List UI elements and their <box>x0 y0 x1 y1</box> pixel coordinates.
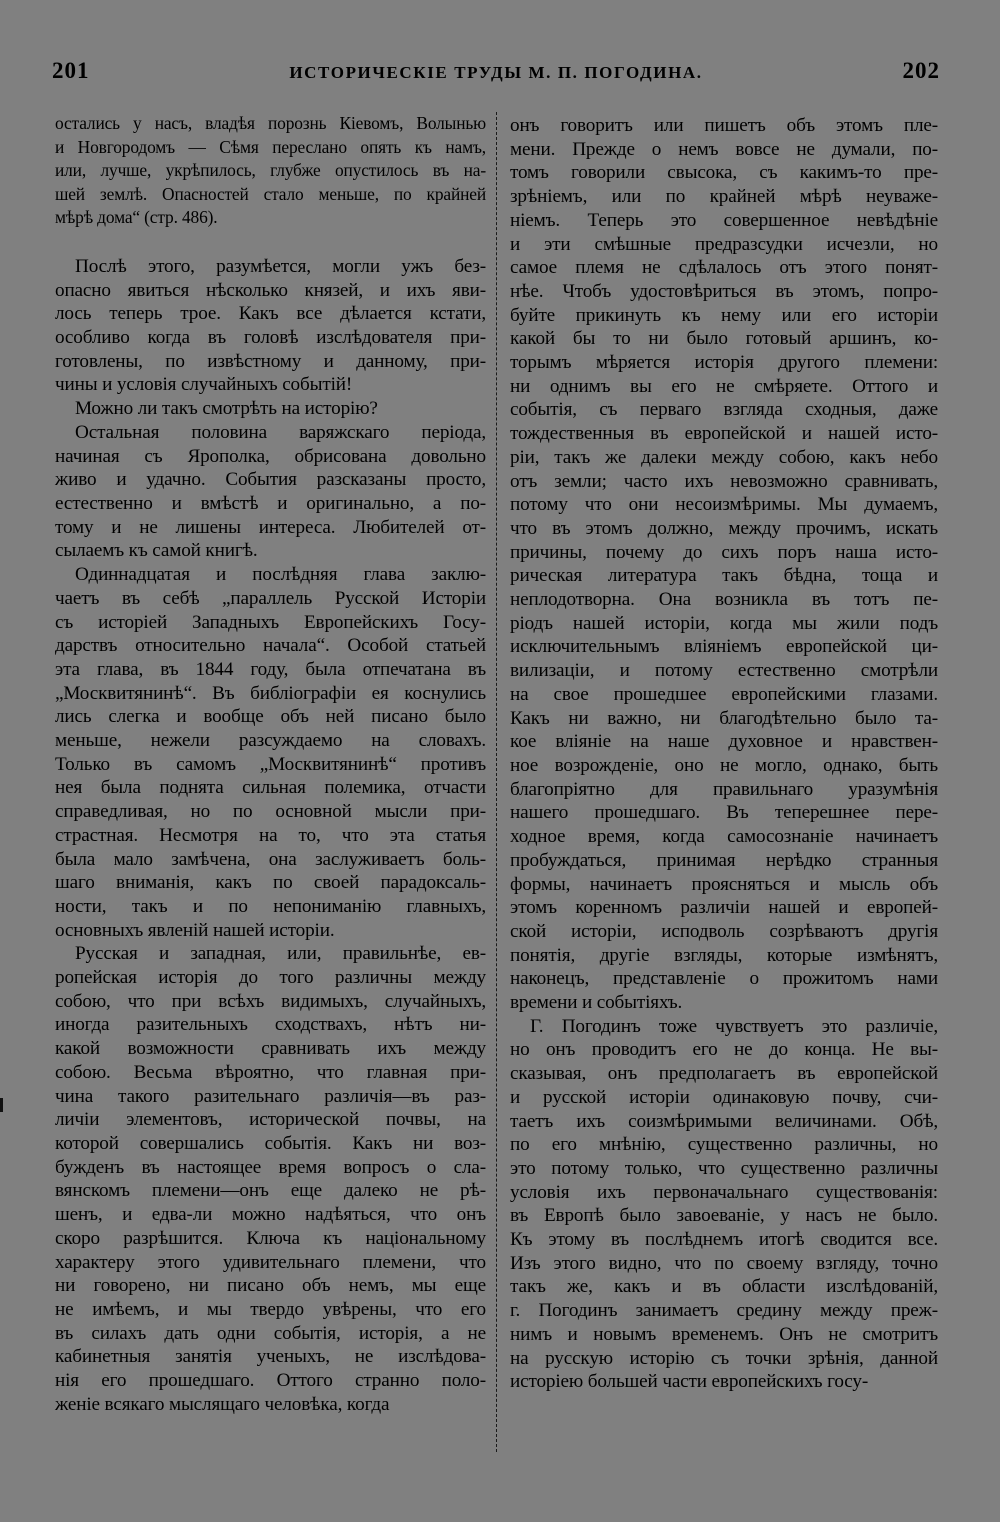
text-line: вянскомъ племени—онъ еще далеко не рѣ- <box>55 1180 486 1202</box>
text-line: и эти смѣшные предразсудки исчезли, но <box>510 233 938 255</box>
text-line: Можно ли такъ смотрѣть на исторію? <box>75 398 378 420</box>
text-line: нѣе. Чтобъ удостовѣриться въ этомъ, попро- <box>510 280 938 302</box>
text-line: Г. Погодинъ тоже чувствуетъ это различіе, <box>530 1015 938 1037</box>
text-line: такъ же, какъ и въ области изслѣдованій, <box>510 1276 938 1298</box>
text-line: зрѣніемъ, или по крайней мѣрѣ неуваже- <box>510 186 938 208</box>
text-line: собою, что при всѣхъ видимыхъ, случайныхъ, <box>55 990 486 1012</box>
text-line: собою. Весьма вѣроятно, что главная при- <box>55 1061 486 1083</box>
text-line: Только въ самомъ „Москвитянинѣ“ противъ <box>55 753 486 775</box>
text-line: времени и событіяхъ. <box>510 992 683 1014</box>
text-line: Русская и западная, или, правильнѣе, ев- <box>75 943 486 965</box>
text-line: ніемъ. Теперь это совершенное невѣдѣніе <box>510 209 938 231</box>
text-line: ской исторіи, исподволь созрѣваютъ другія <box>510 920 938 942</box>
text-line: по его мнѣнію, существенно различны, но <box>510 1134 938 1156</box>
text-line: условія ихъ первоначальнаго существованія: <box>510 1181 938 1203</box>
text-line: ное возрожденіе, оно не могло, однако, быть <box>510 754 938 776</box>
text-line: торымъ мѣряется исторія другого племени: <box>510 352 938 374</box>
text-line: иногда разительныхъ сходствахъ, нѣтъ ни- <box>55 1014 486 1036</box>
text-line: событія, съ перваго взгляда сходныя, даже <box>510 399 938 421</box>
paragraph <box>510 114 938 1015</box>
text-line: шенъ, и едва-ли можно надѣяться, что онъ <box>55 1204 486 1226</box>
running-title: ИСТОРИЧЕСКІЕ ТРУДЫ М. П. ПОГОДИНА. <box>289 63 703 82</box>
text-line: лись слегка и вообще объ ней писано было <box>55 706 486 728</box>
text-line: это потому только, что существенно различны <box>510 1157 938 1179</box>
text-line: съ исторіей Западныхъ Европейскихъ Госу- <box>55 611 486 633</box>
paragraph <box>55 563 486 942</box>
text-line: самое племя не сдѣлалось отъ этого понят- <box>510 257 938 279</box>
text-line: чины и условія случайныхъ событій! <box>55 374 353 396</box>
text-line: мени. Прежде о немъ вовсе не думали, по- <box>510 138 938 160</box>
text-line: потому что они несоизмѣримы. Мы думаемъ, <box>510 494 938 516</box>
text-line: въ Европѣ было завоеваніе, у насъ не было. <box>510 1205 938 1227</box>
text-line: нія его прошедшаго. Оттого странно поло- <box>55 1370 486 1392</box>
left-column <box>55 112 486 1416</box>
text-line: Послѣ этого, разумѣется, могли ужъ без- <box>75 255 486 277</box>
text-line: нея была поднята сильная полемика, отчасти <box>55 777 486 799</box>
paragraph <box>55 942 486 1416</box>
text-line: сказывая, онъ предполагаетъ въ европейской <box>510 1063 938 1085</box>
text-line: ропейская исторія до того различны между <box>55 967 486 989</box>
text-line: ріодъ нашей исторіи, когда мы жили подъ <box>510 612 938 634</box>
text-line: опасно явиться нѣсколько князей, и ихъ яви- <box>55 279 486 301</box>
text-line: „Москвитянинѣ“. Въ библіографіи ея коснулись <box>55 682 486 704</box>
text-line: меньше, нежели разсуждаемо на словахъ. <box>55 730 486 752</box>
text-line: причины, почему до сихъ поръ наша исто- <box>510 541 938 563</box>
text-line: естественно и вмѣстѣ и оригинально, а по- <box>55 493 486 514</box>
text-line: бужденъ въ настоящее время вопросъ о сла- <box>55 1156 486 1178</box>
text-line: тождественныя въ европейской и нашей исто- <box>510 423 938 445</box>
column-divider <box>496 112 497 1452</box>
text-line: дарствъ относительно начала“. Особой статьей <box>55 635 486 657</box>
paragraph <box>55 397 486 421</box>
text-line: или, лучше, укрѣпилось, глубже опустилось въ на- <box>55 160 486 181</box>
text-line: какой бы то ни было готовый аршинъ, ко- <box>510 328 938 350</box>
paragraph <box>55 421 486 563</box>
text-line: но онъ проводитъ его не до конца. Не вы- <box>510 1039 938 1061</box>
text-line: благопріятно для правильнаго уразумѣнія <box>510 778 938 800</box>
text-line: личіи элементовъ, исторической почвы, на <box>55 1109 486 1131</box>
text-line: характеру этого удивительнаго племени, что <box>55 1251 486 1273</box>
text-line: наконецъ, представленіе о прожитомъ нами <box>510 968 938 990</box>
text-line: въ силахъ дать одни событія, исторія, а не <box>55 1322 486 1344</box>
text-line: страстная. Несмотря на то, что эта статья <box>55 824 486 846</box>
text-line: готовлены, по извѣстному и данному, при- <box>55 350 486 372</box>
text-line: ріи, такъ же далеки между собою, какъ небо <box>510 446 938 468</box>
text-line: этомъ коренномъ различіи нашей и европей- <box>510 897 938 919</box>
text-line: томъ говорили свысока, съ какимъ-то пре- <box>510 162 938 184</box>
text-line: пробуждаться, принимая нерѣдко странныя <box>510 849 938 871</box>
text-line: онъ говоритъ или пишетъ объ этомъ пле- <box>510 115 938 136</box>
text-line: Одиннадцатая и послѣдняя глава заклю- <box>75 564 486 586</box>
text-line: понятія, другіе взгляды, которые измѣнятъ, <box>510 944 938 966</box>
text-line: шей землѣ. Опасностей стало меньше, по крайней <box>55 183 486 204</box>
text-line: эта глава, въ 1844 году, была отпечатана въ <box>55 658 486 680</box>
text-line: формы, начинаетъ проясняться и мысль объ <box>510 873 938 895</box>
text-line: живо и удачно. События разсказаны просто, <box>55 469 486 491</box>
text-line: ности, такъ и по непониманію главныхъ, <box>55 895 486 917</box>
text-line: лось теперь трое. Какъ все дѣлается кстати, <box>55 303 486 325</box>
text-line: Къ этому въ послѣднемъ итогѣ сводится все. <box>510 1229 938 1251</box>
text-line: нимъ и новымъ временемъ. Онъ не смотритъ <box>510 1323 938 1345</box>
text-line: ни говорено, ни писано объ немъ, мы еще <box>55 1275 486 1297</box>
text-line: мѣрѣ дома“ (стр. 486). <box>55 207 218 228</box>
text-line: остались у насъ, владѣя порознь Кіевомъ, Волынью <box>55 113 486 133</box>
paragraph <box>55 255 486 397</box>
text-line: таетъ ихъ соизмѣримыми величинами. Обѣ, <box>510 1110 938 1132</box>
text-line: Какъ ни важно, ни благодѣтельно было та- <box>510 707 938 729</box>
page-number-right: 202 <box>902 58 940 83</box>
text-line: справедливая, но по основной мысли при- <box>55 801 486 823</box>
text-line: на русскую исторію съ точки зрѣнія, данной <box>510 1347 938 1369</box>
text-line: неплодотворна. Она возникла въ тотъ пе- <box>510 589 938 611</box>
paragraph-gap <box>55 230 486 255</box>
text-line: Изъ этого видно, что по своему взгляду, точно <box>510 1252 938 1274</box>
text-line: вилизаціи, и потому естественно смотрѣли <box>510 660 938 682</box>
text-line: которой совершались событія. Какъ ни воз- <box>55 1132 486 1154</box>
text-line: ходное время, когда самосознаніе начинаетъ <box>510 826 938 848</box>
paragraph <box>510 1015 938 1394</box>
quote-paragraph <box>55 112 486 230</box>
text-line: на свое прошедшее европейскими глазами. <box>510 683 938 705</box>
text-line: Остальная половина варяжскаго періода, <box>75 421 486 443</box>
right-column <box>510 114 938 1394</box>
text-line: кое вліяніе на наше духовное и нравствен- <box>510 731 938 753</box>
text-line: исторіею большей части европейскихъ госу- <box>510 1371 869 1393</box>
text-line: сылаемъ къ самой книгѣ. <box>55 540 258 562</box>
text-line: ни однимъ вы его не смѣряете. Оттого и <box>510 375 938 397</box>
text-line: рическая литература такъ бѣдна, тоща и <box>510 565 938 587</box>
text-line: буйте прикинуть къ нему или его исторіи <box>510 304 938 326</box>
text-line: тому и не лишены интереса. Любителей от- <box>55 516 486 538</box>
text-line: кабинетныя занятія ученыхъ, не изслѣдова- <box>55 1346 486 1368</box>
text-line: отъ земли; часто ихъ невозможно сравнивать, <box>510 470 938 492</box>
text-line: особливо когда въ головѣ изслѣдователя при- <box>55 327 486 349</box>
text-line: скоро разрѣшится. Ключа къ національному <box>55 1227 486 1249</box>
text-line: нашего прошедшаго. Въ теперешнее пере- <box>510 802 938 824</box>
text-line: шаго вниманія, какъ по своей парадоксаль- <box>55 872 486 894</box>
text-line: и русской исторіи одинаковую почву, счи- <box>510 1086 938 1108</box>
text-line: начиная съ Ярополка, обрисована довольно <box>55 445 486 467</box>
margin-mark <box>0 1098 3 1112</box>
text-line: чина такого разительнаго различія—въ раз- <box>55 1085 486 1107</box>
text-line: была мало замѣчена, она заслуживаетъ боль- <box>55 848 486 870</box>
text-line: г. Погодинъ занимаетъ средину между преж- <box>510 1300 938 1322</box>
text-line: не имѣемъ, и мы твердо увѣрены, что его <box>55 1298 486 1320</box>
page-number-left: 201 <box>52 58 90 83</box>
text-line: чаетъ въ себѣ „параллель Русской Исторіи <box>55 587 486 609</box>
text-line: и Новгородомъ — Сѣмя переслано опять къ намъ, <box>55 136 486 157</box>
text-line: основныхъ явленій нашей исторіи. <box>55 919 335 941</box>
text-line: исключительнымъ вліяніемъ европейской ци- <box>510 636 938 658</box>
running-header <box>52 58 940 88</box>
text-line: женіе всякаго мыслящаго человѣка, когда <box>55 1393 390 1415</box>
text-line: какой возможности сравнивать ихъ между <box>55 1038 486 1060</box>
text-line: что въ этомъ должно, между прочимъ, искать <box>510 517 938 539</box>
